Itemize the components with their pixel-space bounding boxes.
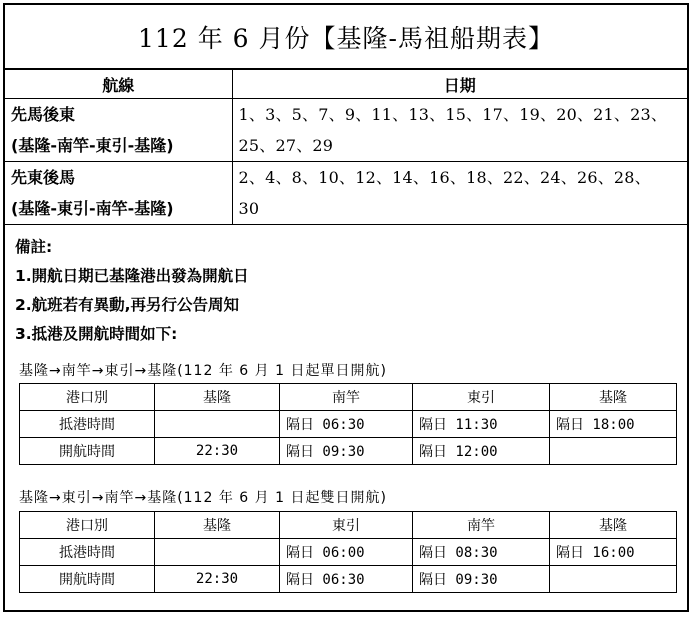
- times-cell: 隔日 11:30: [413, 411, 550, 438]
- times-cell: 隔日 09:30: [413, 566, 550, 593]
- times-cell: [550, 566, 677, 593]
- page-title: 112 年 6 月份【基隆-馬祖船期表】: [5, 5, 687, 70]
- dates-cell: [232, 99, 687, 162]
- times-header-cell: 東引: [280, 512, 413, 539]
- table-header-row: [5, 70, 687, 99]
- table-row: [5, 99, 687, 162]
- schedule-document: [3, 3, 689, 612]
- times-header-cell: 南竿: [280, 384, 413, 411]
- notes-heading: 備註:: [15, 238, 53, 256]
- table-row: [5, 162, 687, 225]
- times-cell: [550, 438, 677, 465]
- times-cell: [155, 411, 280, 438]
- header-route: 航線: [5, 70, 232, 99]
- route-name: 先馬後東: [11, 105, 76, 124]
- table-row: [20, 566, 677, 593]
- times-header-cell: 基隆: [550, 512, 677, 539]
- times-header-cell: 基隆: [155, 512, 280, 539]
- dates-cell: [232, 162, 687, 225]
- note-item: 1.開航日期已基隆港出發為開航日: [15, 267, 249, 285]
- note-item: 2.航班若有異動,再另行公告周知: [15, 296, 240, 314]
- table-row: [20, 438, 677, 465]
- times-row-label: 開航時間: [20, 566, 155, 593]
- route-path: (基隆-東引-南竿-基隆): [11, 199, 174, 218]
- times-cell: 隔日 12:00: [413, 438, 550, 465]
- times-header-cell: 基隆: [550, 384, 677, 411]
- times-header-row: [20, 384, 677, 411]
- odd-day-caption: 基隆→南竿→東引→基隆(112 年 6 月 1 日起單日開航): [19, 363, 387, 379]
- times-cell: 隔日 06:30: [280, 411, 413, 438]
- times-cell: 隔日 08:30: [413, 539, 550, 566]
- route-date-table: [5, 69, 687, 225]
- dates-line: 2、4、8、10、12、14、16、18、22、24、26、28、: [238, 168, 651, 187]
- route-name: 先東後馬: [11, 168, 76, 187]
- times-cell: 隔日 09:30: [280, 438, 413, 465]
- times-cell: 22:30: [155, 566, 280, 593]
- times-cell: [155, 539, 280, 566]
- even-day-caption: 基隆→東引→南竿→基隆(112 年 6 月 1 日起雙日開航): [19, 490, 387, 506]
- dates-line: 25、27、29: [238, 136, 334, 155]
- times-cell: 22:30: [155, 438, 280, 465]
- times-header-cell: 南竿: [413, 512, 550, 539]
- dates-line: 30: [238, 199, 260, 218]
- times-cell: 隔日 16:00: [550, 539, 677, 566]
- times-cell: 隔日 18:00: [550, 411, 677, 438]
- table-row: [20, 411, 677, 438]
- header-dates: 日期: [232, 70, 687, 99]
- route-path: (基隆-南竿-東引-基隆): [11, 136, 174, 155]
- even-day-times-table: [19, 511, 677, 593]
- times-cell: 隔日 06:30: [280, 566, 413, 593]
- route-cell: [5, 99, 232, 162]
- route-cell: [5, 162, 232, 225]
- times-header-cell: 基隆: [155, 384, 280, 411]
- dates-line: 1、3、5、7、9、11、13、15、17、19、20、21、23、: [238, 105, 668, 124]
- note-item: 3.抵港及開航時間如下:: [15, 325, 178, 343]
- notes-section: [15, 233, 249, 349]
- times-header-cell: 港口別: [20, 512, 155, 539]
- table-row: [20, 539, 677, 566]
- times-row-label: 抵港時間: [20, 539, 155, 566]
- odd-day-times-table: [19, 383, 677, 465]
- times-row-label: 開航時間: [20, 438, 155, 465]
- times-row-label: 抵港時間: [20, 411, 155, 438]
- times-header-cell: 東引: [413, 384, 550, 411]
- times-header-cell: 港口別: [20, 384, 155, 411]
- times-cell: 隔日 06:00: [280, 539, 413, 566]
- times-header-row: [20, 512, 677, 539]
